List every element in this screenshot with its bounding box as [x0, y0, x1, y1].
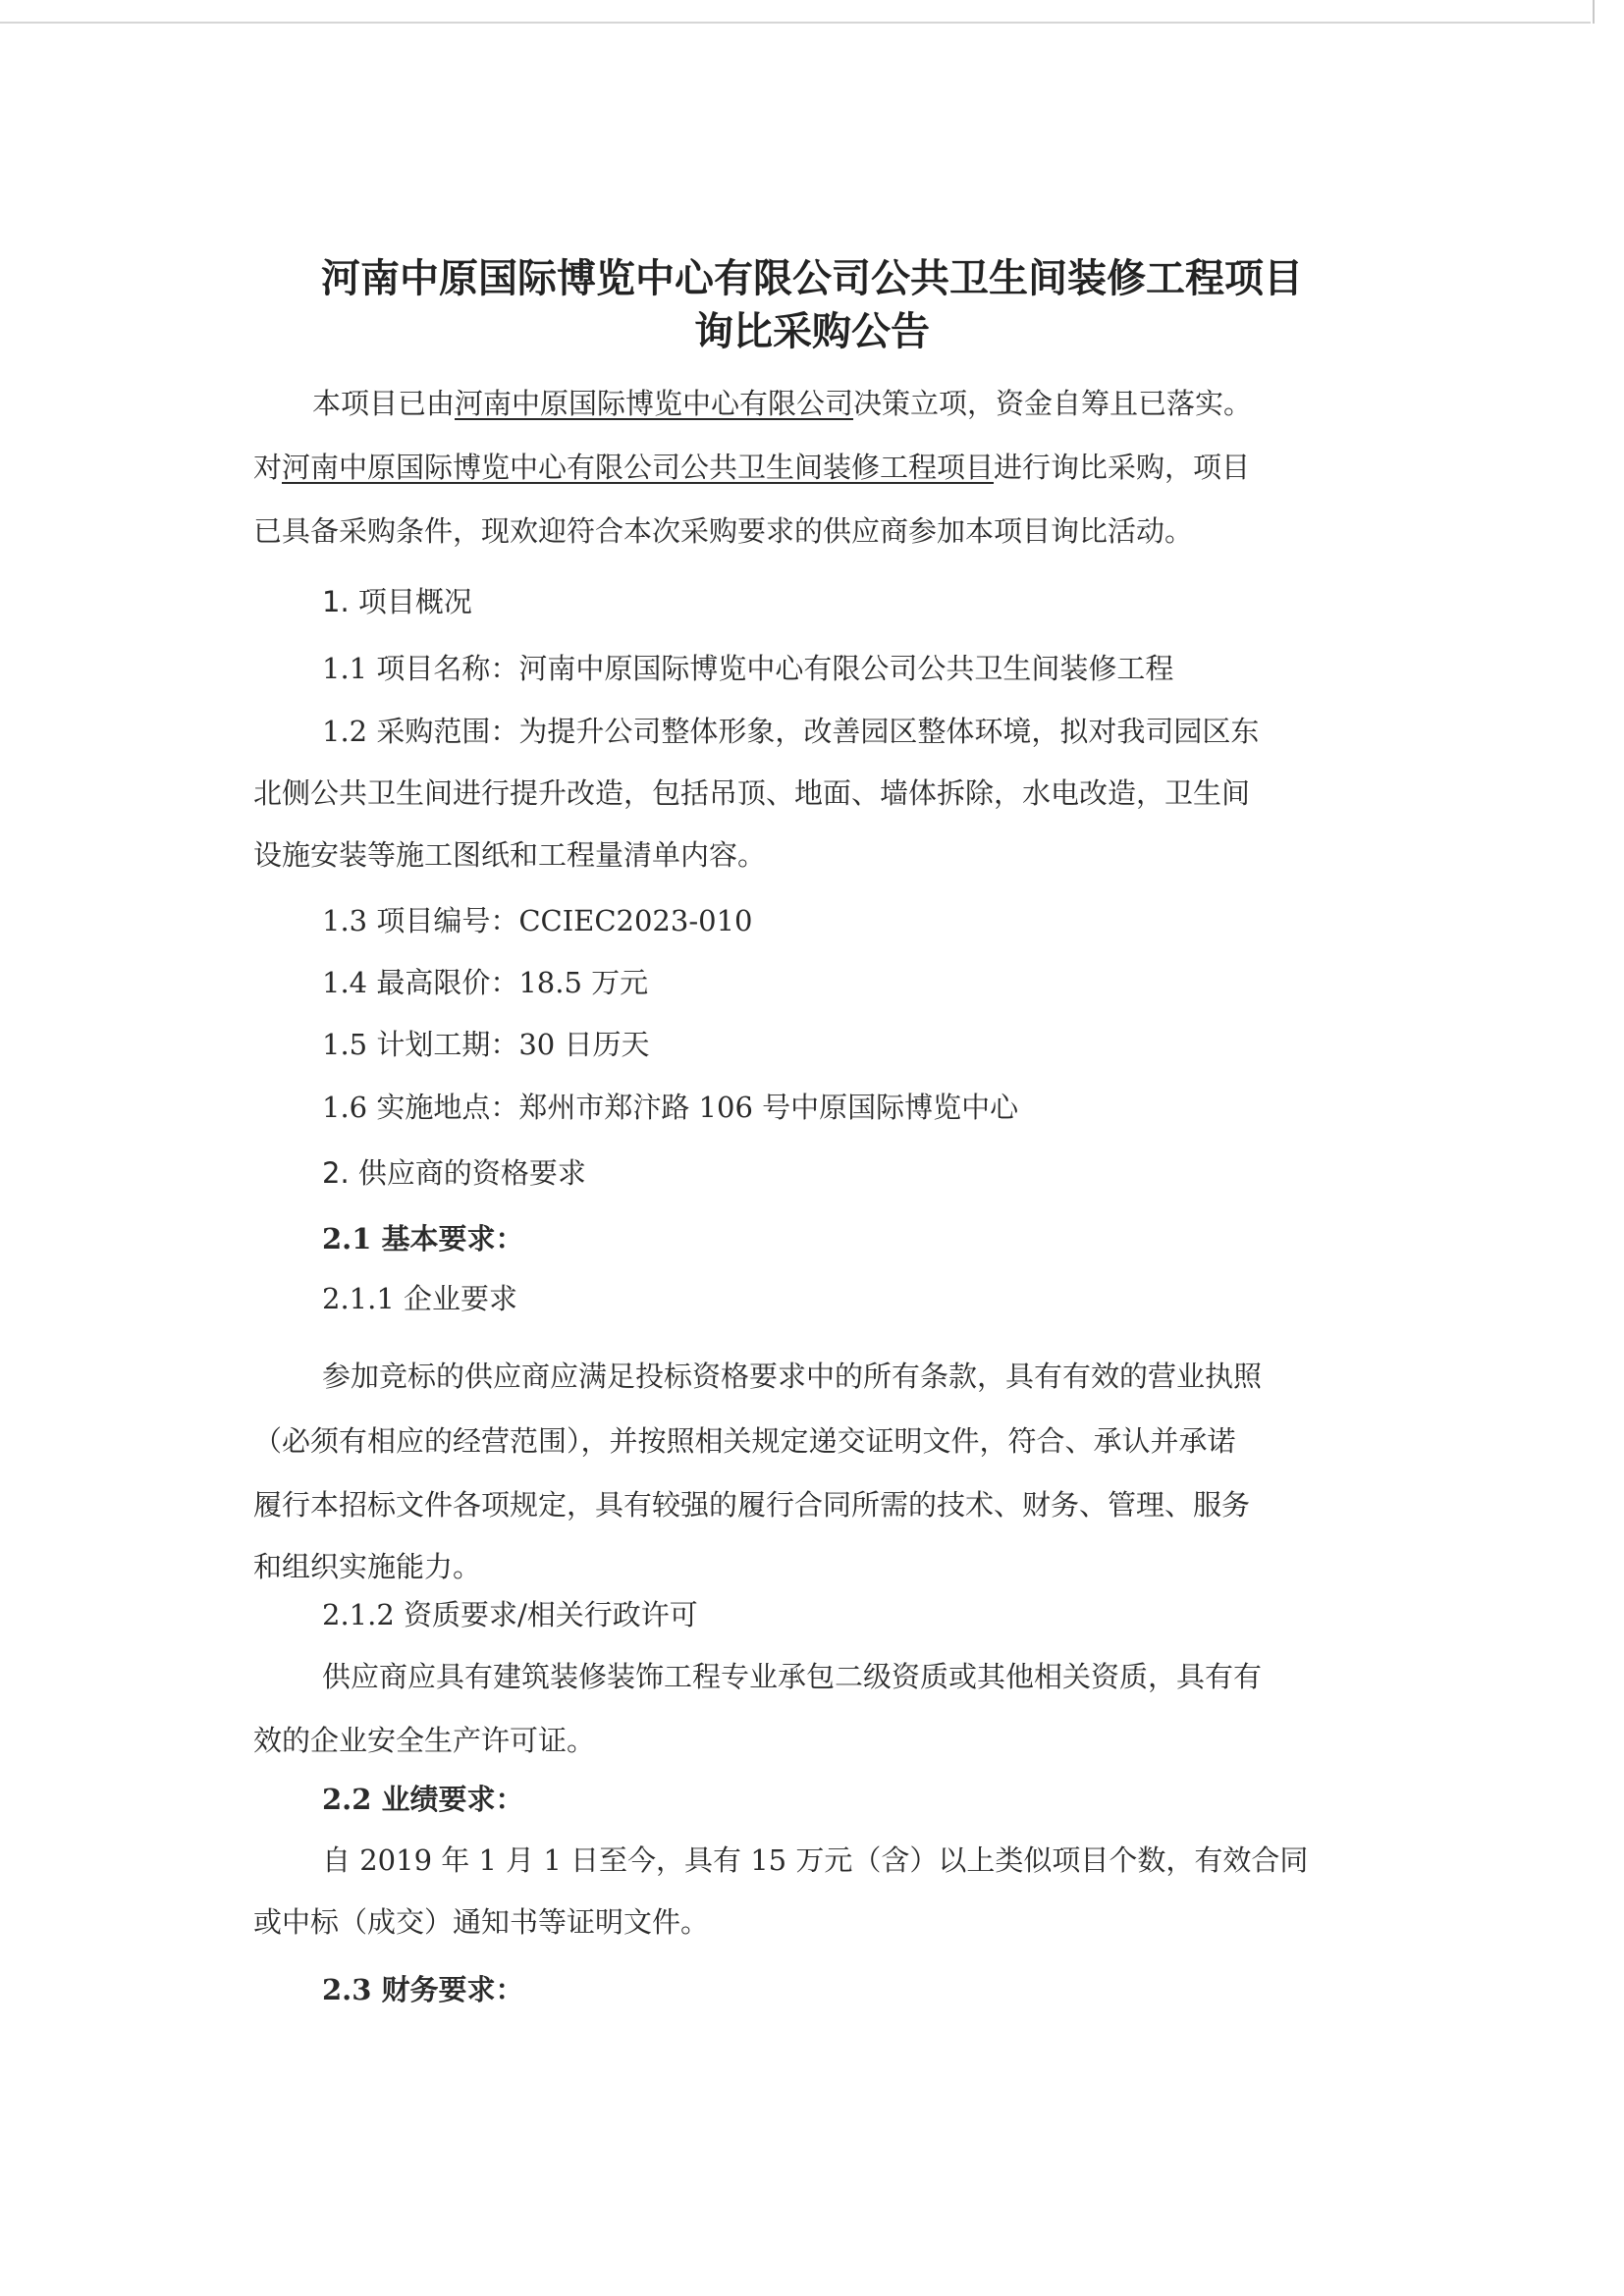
- company-name-underlined: 河南中原国际博览中心有限公司: [455, 387, 854, 420]
- item-1-5: 1.5 计划工期：30 日历天: [322, 1028, 650, 1061]
- scan-edge-right: [1593, 0, 1595, 24]
- para-2-1-1-line-b: （必须有相应的经营范围），并按照相关规定递交证明文件，符合、承认并承诺: [253, 1424, 1236, 1458]
- item-1-1: 1.1 项目名称：河南中原国际博览中心有限公司公共卫生间装修工程: [322, 652, 1174, 685]
- heading-2-1-1: 2.1.1 企业要求: [322, 1282, 518, 1315]
- item-1-3: 1.3 项目编号：CCIEC2023-010: [322, 904, 753, 937]
- para-2-1-2-line-b: 效的企业安全生产许可证。: [253, 1724, 596, 1757]
- scan-edge-top: [0, 22, 1591, 24]
- intro-line-2: [253, 450, 1250, 485]
- section-2-heading: 2. 供应商的资格要求: [322, 1156, 586, 1190]
- heading-2-2: 2.2 业绩要求：: [322, 1783, 524, 1816]
- intro-text: 对: [253, 451, 283, 484]
- item-1-4: 1.4 最高限价：18.5 万元: [322, 966, 649, 999]
- section-1-heading: 1. 项目概况: [322, 585, 472, 618]
- para-2-1-1-line-d: 和组织实施能力。: [253, 1550, 482, 1583]
- intro-line-3: 已具备采购条件，现欢迎符合本次采购要求的供应商参加本项目询比活动。: [253, 514, 1194, 548]
- item-1-6: 1.6 实施地点：郑州市郑汴路 106 号中原国际博览中心: [322, 1091, 1019, 1124]
- para-2-2-line-a: 自 2019 年 1 月 1 日至今，具有 15 万元（含）以上类似项目个数，有效合同: [322, 1843, 1309, 1877]
- intro-text: 本项目已由: [312, 387, 456, 420]
- heading-2-1-2: 2.1.2 资质要求/相关行政许可: [322, 1598, 698, 1631]
- intro-text: 进行询比采购，项目: [994, 451, 1251, 484]
- intro-line-1: [312, 386, 1252, 421]
- item-1-2-line-b: 北侧公共卫生间进行提升改造，包括吊顶、地面、墙体拆除，水电改造，卫生间: [253, 776, 1251, 810]
- document-title-line1: 河南中原国际博览中心有限公司公共卫生间装修工程项目: [321, 256, 1303, 301]
- para-2-1-2-line-a: 供应商应具有建筑装修装饰工程专业承包二级资质或其他相关资质，具有有: [322, 1660, 1263, 1693]
- heading-2-3: 2.3 财务要求：: [322, 1973, 524, 2006]
- item-1-2-line-a: 1.2 采购范围：为提升公司整体形象，改善园区整体环境，拟对我司园区东: [322, 715, 1260, 748]
- project-name-underlined: 河南中原国际博览中心有限公司公共卫生间装修工程项目: [282, 451, 995, 484]
- para-2-1-1-line-c: 履行本招标文件各项规定，具有较强的履行合同所需的技术、财务、管理、服务: [253, 1488, 1251, 1522]
- intro-text: 决策立项，资金自筹且已落实。: [853, 387, 1253, 420]
- para-2-1-1-line-a: 参加竞标的供应商应满足投标资格要求中的所有条款，具有有效的营业执照: [322, 1360, 1263, 1393]
- para-2-2-line-b: 或中标（成交）通知书等证明文件。: [253, 1905, 710, 1939]
- item-1-2-line-c: 设施安装等施工图纸和工程量清单内容。: [253, 838, 767, 872]
- document-title-line2: 询比采购公告: [694, 309, 930, 354]
- heading-2-1: 2.1 基本要求：: [322, 1222, 524, 1255]
